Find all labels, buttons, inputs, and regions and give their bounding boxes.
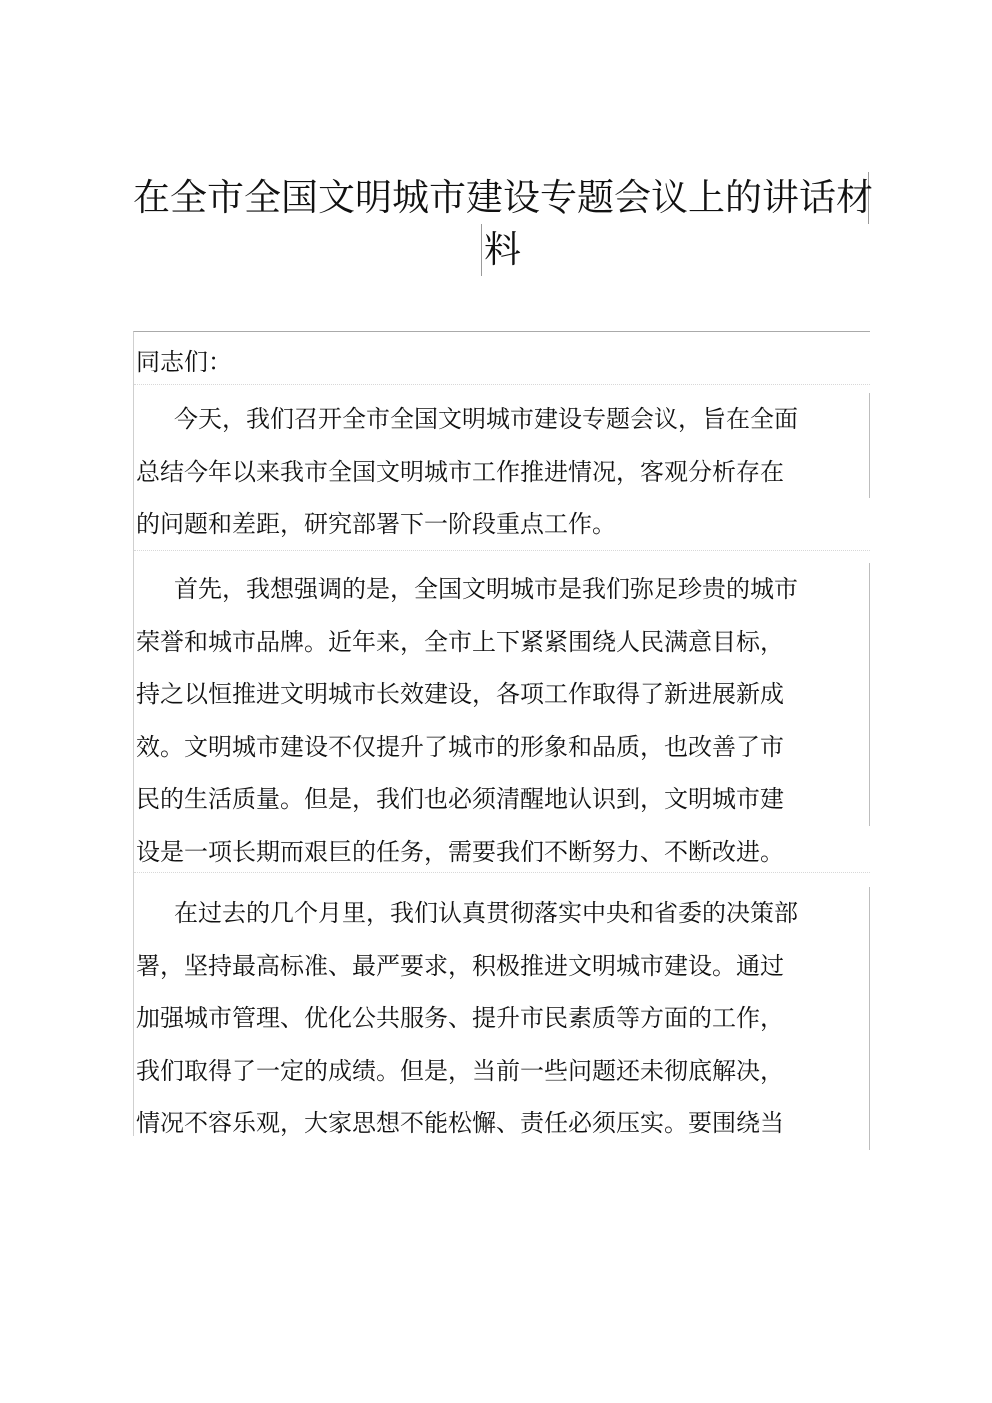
paragraph-2-line-4: 效。文明城市建设不仅提升了城市的形象和品质，也改善了市 (134, 721, 870, 774)
paragraph-1 (134, 393, 870, 551)
paragraph-3-line-4: 我们取得了一定的成绩。但是，当前一些问题还未彻底解决， (134, 1045, 870, 1098)
paragraph-1-line-3: 的问题和差距，研究部署下一阶段重点工作。 (136, 510, 616, 538)
paragraph-3-line-2: 署，坚持最高标准、最严要求，积极推进文明城市建设。通过 (134, 940, 870, 993)
paragraph-3-line-1: 在过去的几个月里，我们认真贯彻落实中央和省委的决策部 (134, 887, 870, 940)
paragraph-3-line-5: 情况不容乐观，大家思想不能松懈、责任必须压实。要围绕当 (134, 1097, 870, 1150)
paragraph-divider (134, 550, 870, 551)
paragraph-2-line-2: 荣誉和城市品牌。近年来，全市上下紧紧围绕人民满意目标， (134, 616, 870, 669)
title-line-2: 料 (481, 224, 521, 276)
paragraph-3-line-3: 加强城市管理、优化公共服务、提升市民素质等方面的工作， (134, 992, 870, 1045)
paragraph-2-line-5: 民的生活质量。但是，我们也必须清醒地认识到，文明城市建 (134, 773, 870, 826)
paragraph-2-line-3: 持之以恒推进文明城市长效建设，各项工作取得了新进展新成 (134, 668, 870, 721)
paragraph-1-line-2: 总结今年以来我市全国文明城市工作推进情况，客观分析存在 (134, 446, 870, 499)
paragraph-2-line-1: 首先，我想强调的是，全国文明城市是我们弥足珍贵的城市 (134, 563, 870, 616)
paragraph-1-line-1: 今天，我们召开全市全国文明城市建设专题会议，旨在全面 (134, 393, 870, 446)
paragraph-divider (134, 384, 870, 385)
document-body (133, 331, 870, 1136)
salutation (134, 336, 870, 389)
paragraph-divider (134, 872, 870, 873)
document-title (133, 172, 873, 276)
paragraph-3 (134, 887, 870, 1150)
paragraph-2 (134, 563, 870, 878)
paragraph-2-line-6: 设是一项长期而艰巨的任务，需要我们不断努力、不断改进。 (136, 837, 784, 866)
title-line-1: 在全市全国文明城市建设专题会议上的讲话材 (133, 172, 869, 224)
salutation-text: 同志们： (136, 348, 232, 376)
